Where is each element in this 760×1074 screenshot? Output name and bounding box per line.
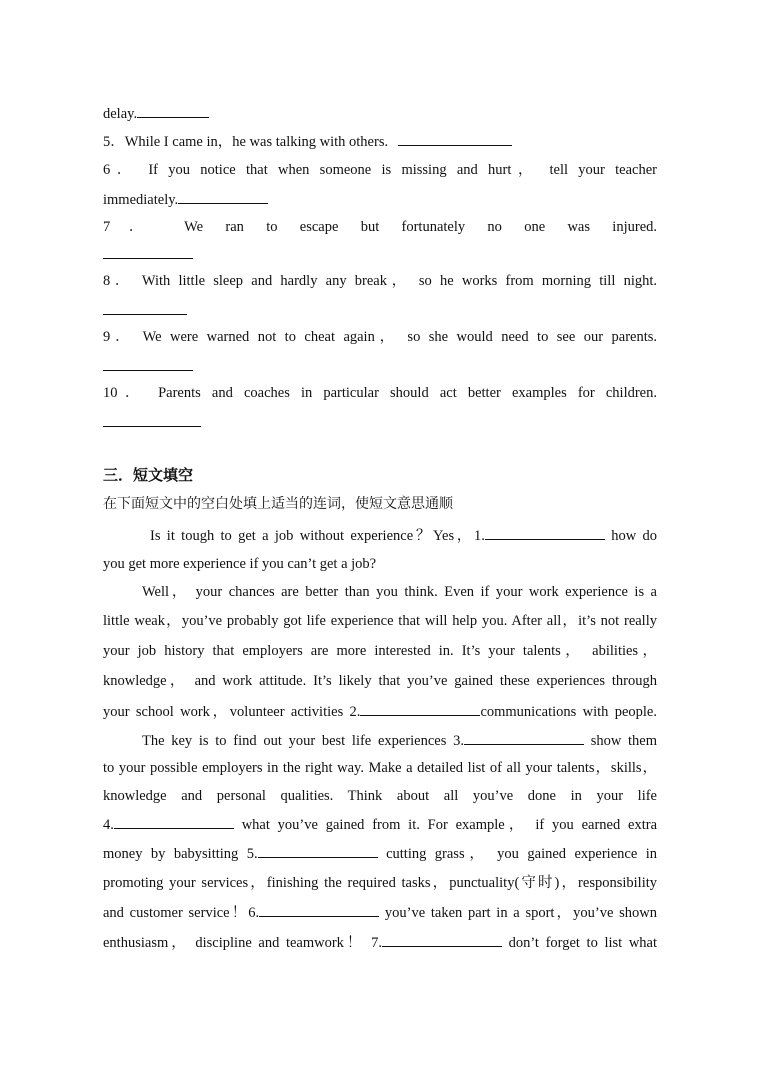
passage-line-15 <box>103 932 657 953</box>
question-5-text: 5．While I came in，he was talking with others. <box>103 134 389 150</box>
passage-line-2: you get more experience if you can’t get a job? <box>103 556 377 572</box>
q4-end-line <box>103 103 657 124</box>
passage-text: enthusiasm， discipline and teamwork！ 7. <box>103 935 382 951</box>
question-8: 8． With little sleep and hardly any break， so he works from morning till night. <box>103 273 657 289</box>
question-9: 9． We were warned not to cheat again， so she would need to see our parents. <box>103 329 657 345</box>
passage-blank-6[interactable] <box>259 902 379 917</box>
question-5 <box>103 131 657 152</box>
question-6-line1: 6． If you notice that when someone is missing and hurt， tell your teacher <box>103 162 657 178</box>
passage-text: your school work，volunteer activities 2. <box>103 704 361 720</box>
answer-blank-q7[interactable] <box>103 244 193 259</box>
passage-line-14 <box>103 902 657 923</box>
passage-text: how do <box>611 528 657 544</box>
question-6-text-end: immediately. <box>103 192 179 208</box>
question-7: 7． We ran to escape but fortunately no one was injured. <box>103 219 657 235</box>
question-10: 10． Parents and coaches in particular should act better examples for children. <box>103 385 657 401</box>
passage-line-11 <box>103 814 657 835</box>
passage-line-5: your job history that employers are more interested in. It’s your talents， abilities， <box>103 643 657 659</box>
passage-text: and customer service！6. <box>103 905 260 921</box>
answer-blank-q9[interactable] <box>103 356 193 371</box>
passage-line-1 <box>150 525 657 546</box>
passage-blank-3[interactable] <box>464 730 584 745</box>
passage-blank-4[interactable] <box>114 814 234 829</box>
passage-line-8 <box>142 730 657 751</box>
q4-end-text: delay. <box>103 106 138 122</box>
passage-text: don’t forget to list what <box>508 935 658 951</box>
passage-blank-1[interactable] <box>485 525 605 540</box>
passage-text: The key is to find out your best life experiences 3. <box>142 733 464 749</box>
passage-line-12 <box>103 843 657 864</box>
passage-line-7 <box>103 701 657 722</box>
passage-line-9: to your possible employers in the right way. Make a detailed list of all your talents，skills， <box>103 760 657 776</box>
passage-text: Is it tough to get a job without experience？Yes，1. <box>150 528 485 544</box>
passage-text: 4. <box>103 817 114 833</box>
passage-line-4: little weak，you’ve probably got life experience that will help you. After all，it’s not really <box>103 613 657 629</box>
answer-line-q8 <box>103 300 657 321</box>
passage-line-3: Well， your chances are better than you think. Even if your work experience is a <box>142 584 657 600</box>
passage-text: cutting grass， you gained experience in <box>386 846 657 862</box>
passage-line-13: promoting your services，finishing the required tasks，punctuality(守时)，responsibility <box>103 875 657 891</box>
section-heading: 三．短文填空 <box>103 466 194 484</box>
answer-blank-q6[interactable] <box>178 189 268 204</box>
passage-blank-2[interactable] <box>360 701 480 716</box>
answer-blank-q8[interactable] <box>103 300 187 315</box>
answer-line-q9 <box>103 356 657 377</box>
passage-line-6: knowledge， and work attitude. It’s likely that you’ve gained these experiences through <box>103 673 657 689</box>
question-6-line2 <box>103 189 657 210</box>
answer-blank-q4[interactable] <box>137 103 209 118</box>
passage-text: money by babysitting 5. <box>103 846 258 862</box>
answer-line-q7 <box>103 244 657 265</box>
passage-text: communications with people. <box>480 704 657 720</box>
answer-blank-q10[interactable] <box>103 412 201 427</box>
answer-blank-q5[interactable] <box>398 131 512 146</box>
passage-blank-5[interactable] <box>258 843 378 858</box>
passage-blank-7[interactable] <box>382 932 502 947</box>
passage-text: show them <box>590 733 658 749</box>
answer-line-q10 <box>103 412 657 433</box>
passage-text: what you’ve gained from it. For example， if you earned extra <box>241 817 658 833</box>
passage-text: you’ve taken part in a sport，you’ve shown <box>384 905 657 921</box>
passage-line-10: knowledge and personal qualities. Think about all you’ve done in your life <box>103 788 657 804</box>
section-instruction: 在下面短文中的空白处填上适当的连词，使短文意思通顺 <box>103 496 453 512</box>
